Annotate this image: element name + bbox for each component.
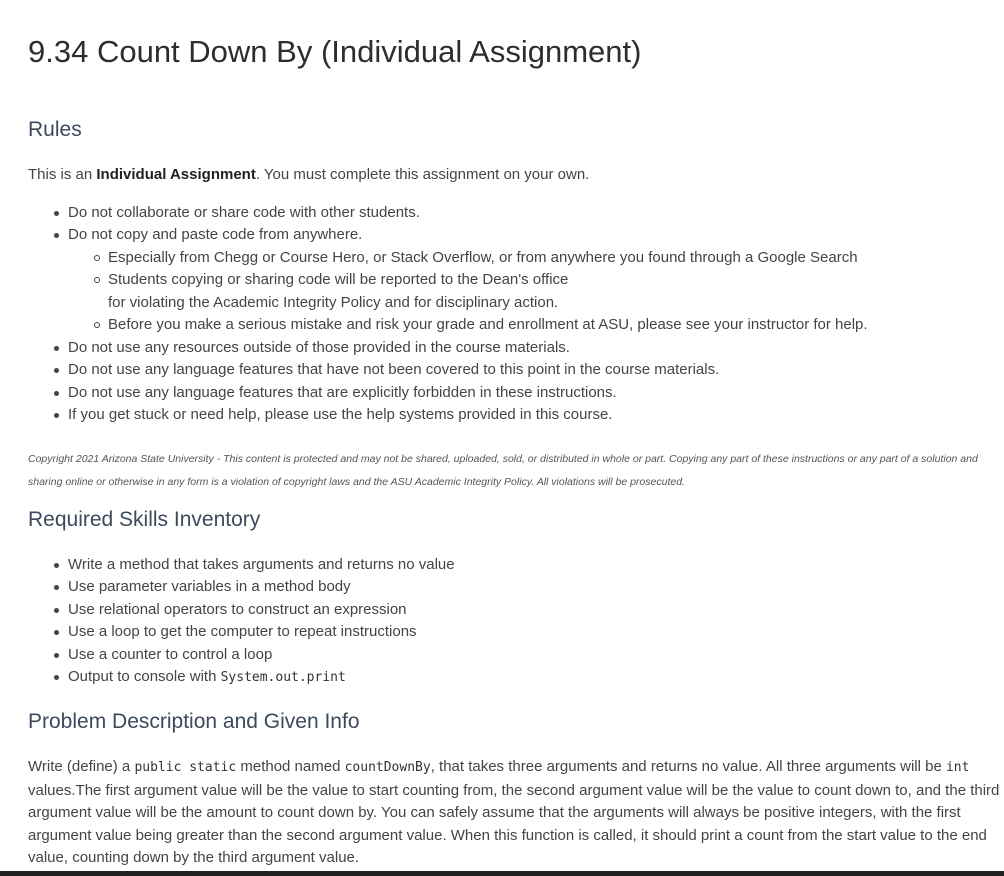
problem-text: Write (define) a (28, 758, 135, 775)
skill-text: Output to console with (68, 668, 221, 686)
rules-intro (28, 164, 589, 186)
list-item: Before you make a serious mistake and risk your grade and enrollment at ASU, please see your instructor for help. (108, 314, 868, 336)
list-item: Do not copy and paste code from anywhere. (68, 224, 420, 246)
list-item: Use parameter variables in a method body (68, 576, 455, 598)
rules-list-continued (68, 337, 719, 427)
list-item: Do not use any language features that have not been covered to this point in the course materials. (68, 359, 719, 381)
subitem-line: Students copying or sharing code will be reported to the Dean's office (108, 271, 569, 289)
intro-bold: Individual Assignment (96, 166, 256, 183)
list-item: Especially from Chegg or Course Hero, or Stack Overflow, or from anywhere you found through a Google Search (108, 247, 868, 269)
list-item: Do not collaborate or share code with other students. (68, 202, 420, 224)
problem-text: values.The first argument value will be the value to start counting from, the second argument value will be the value to count down to, and the third argument value will be the amount to count down by. You can safely assume that the arguments will always be positive integers, with the first argument value being greater than the second argument value. When this function is called, it should print a count from the start value to the end value, counting down by the third argument value. (28, 781, 1000, 866)
skill-code: System.out.print (220, 670, 346, 686)
list-item: Write a method that takes arguments and returns no value (68, 554, 455, 576)
problem-text: , that takes three arguments and returns no value. All three arguments will be (430, 758, 946, 775)
subitem-line: for violating the Academic Integrity Policy and for disciplinary action. (108, 293, 559, 311)
list-item: Do not use any resources outside of those provided in the course materials. (68, 337, 719, 359)
problem-heading: Problem Description and Given Info (28, 710, 360, 733)
list-item (68, 666, 455, 689)
problem-description (28, 756, 1000, 870)
rules-list (68, 202, 420, 247)
copyright-notice: Copyright 2021 Arizona State University - This content is protected and may not be shared, uploaded, sold, or distributed in whole or part. Copying any part of these instructions or any part of a solution and sharing online or otherwise in any form is a violation of copyright laws and the ASU Academic Integrity Policy. All violations will be prosecuted. (28, 453, 978, 488)
list-item: Use relational operators to construct an expression (68, 599, 455, 621)
problem-text: method named (236, 758, 345, 775)
intro-suffix: . You must complete this assignment on your own. (255, 166, 590, 183)
list-item: If you get stuck or need help, please use the help systems provided in this course. (68, 404, 719, 426)
intro-prefix: This is an (28, 166, 97, 183)
problem-code: public static (134, 760, 237, 775)
problem-code: int (945, 760, 970, 775)
skills-heading: Required Skills Inventory (28, 508, 261, 531)
problem-code: countDownBy (344, 760, 431, 775)
list-item: Use a loop to get the computer to repeat instructions (68, 621, 455, 643)
skills-list (68, 554, 455, 689)
rules-sublist (108, 247, 868, 337)
list-item: Do not use any language features that are explicitly forbidden in these instructions. (68, 382, 719, 404)
list-item: Use a counter to control a loop (68, 644, 455, 666)
page-title: 9.34 Count Down By (Individual Assignment) (28, 34, 642, 69)
rules-heading: Rules (28, 118, 82, 141)
list-item (108, 269, 868, 314)
bottom-edge-bar (0, 871, 1004, 876)
